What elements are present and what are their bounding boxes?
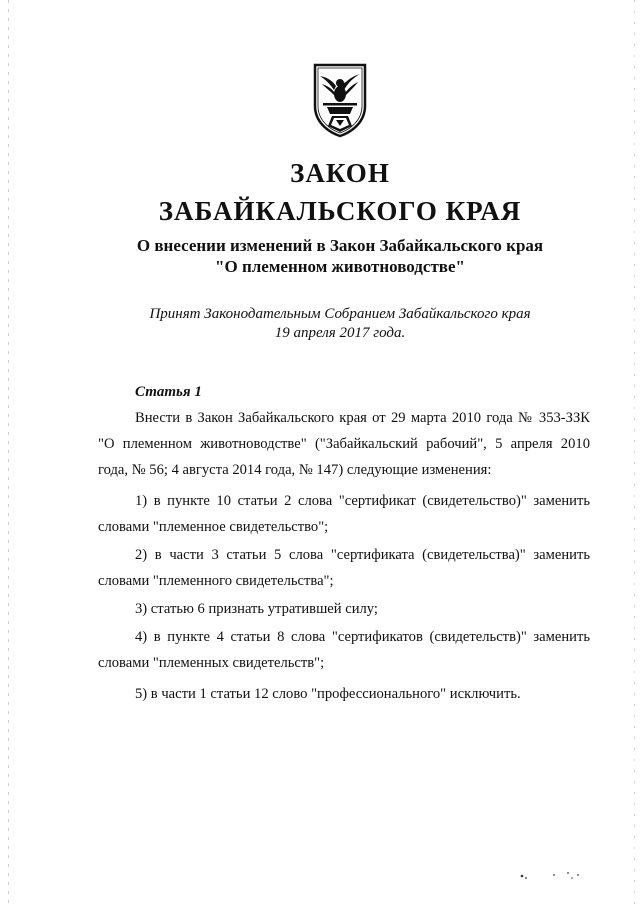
coat-of-arms-icon xyxy=(312,62,368,138)
amendment-item: 2) в части 3 статьи 5 слова "сертификата (свидетельства)" заменить словами "племенного свидетельства"; xyxy=(98,547,590,589)
law-region-title: ЗАБАЙКАЛЬСКОГО КРАЯ xyxy=(158,196,522,226)
adoption-note: Принят Законодательным Собранием Забайкальского края xyxy=(149,306,531,322)
article-heading: Статья 1 xyxy=(135,384,202,400)
law-subtitle-line2: "О племенном животноводстве" xyxy=(215,257,465,276)
amendment-item: 1) в пункте 10 статьи 2 слова "сертификат (свидетельство)" заменить словами "племенное свидетельство"; xyxy=(98,493,590,535)
scan-edge-right xyxy=(634,0,635,905)
adoption-date: 19 апреля 2017 года. xyxy=(274,325,406,341)
scan-edge-left xyxy=(8,0,9,905)
law-title: ЗАКОН xyxy=(290,158,390,188)
amendment-item: 3) статью 6 признать утратившей силу; xyxy=(135,601,378,617)
scan-specks xyxy=(518,866,598,886)
law-subtitle-line1: О внесении изменений в Закон Забайкальского края xyxy=(136,236,544,255)
amendment-item: 5) в части 1 статьи 12 слово "профессионального" исключить. xyxy=(135,686,521,702)
amendment-item: 4) в пункте 4 статьи 8 слова "сертификатов (свидетельств)" заменить словами "племенных свидетельств"; xyxy=(98,629,590,671)
article-intro-paragraph: Внести в Закон Забайкальского края от 29 марта 2010 года № 353-ЗЗК "О племенном животноводстве" ("Забайкальский рабочий", 5 апреля 2010 года, № 56; 4 августа 2014 года, № 147) следующие изменения: xyxy=(98,410,590,478)
